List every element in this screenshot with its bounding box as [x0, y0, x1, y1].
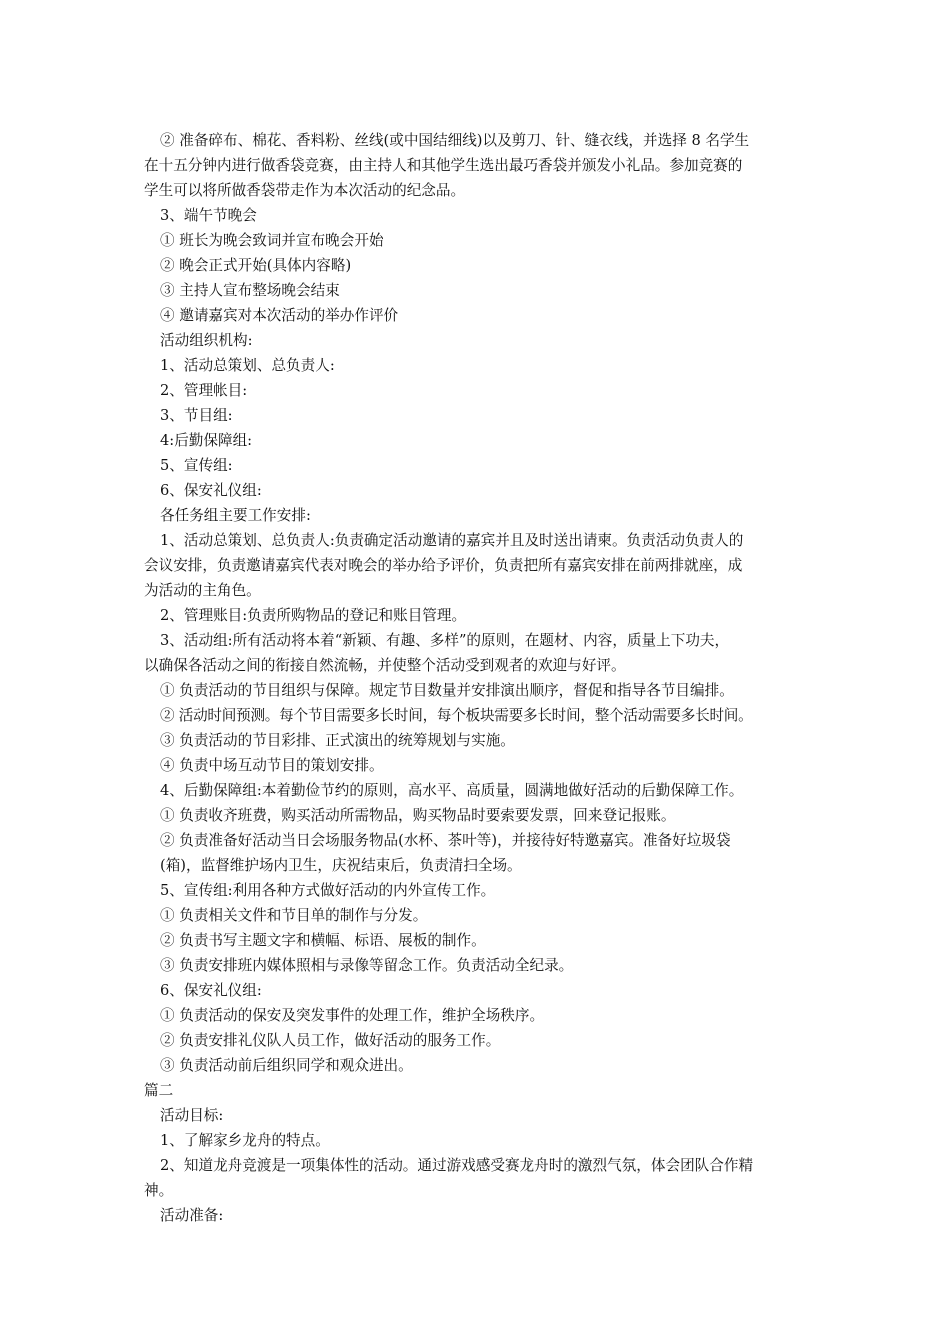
- text-line: 为活动的主角色。: [144, 582, 261, 599]
- text-line: 以确保各活动之间的衔接自然流畅，并使整个活动受到观者的欢迎与好评。: [144, 657, 626, 674]
- text-line: ③ 主持人宣布整场晚会结束: [160, 282, 340, 299]
- text-line: 6、保安礼仪组:: [160, 982, 262, 999]
- text-line: ② 晚会正式开始(具体内容略): [160, 257, 352, 274]
- text-line: 2、知道龙舟竞渡是一项集体性的活动。通过游戏感受赛龙舟时的激烈气氛，体会团队合作精: [160, 1157, 754, 1174]
- text-line: 神。: [144, 1182, 174, 1199]
- text-line: ① 班长为晚会致词并宣布晚会开始: [160, 232, 384, 249]
- text-line: ② 负责安排礼仪队人员工作，做好活动的服务工作。: [160, 1032, 501, 1049]
- text-line: 1、活动总策划、总负责人:负责确定活动邀请的嘉宾并且及时送出请柬。负责活动负责人的: [160, 532, 744, 549]
- text-line: 3、节目组:: [160, 407, 233, 424]
- text-line: ② 负责准备好活动当日会场服务物品(水杯、茶叶等)，并接待好特邀嘉宾。准备好垃圾袋: [160, 832, 731, 849]
- text-line: ② 负责书写主题文字和横幅、标语、展板的制作。: [160, 932, 486, 949]
- section-heading: 活动组织机构:: [160, 332, 253, 349]
- section-heading: 活动准备:: [160, 1207, 224, 1224]
- section-heading: 活动目标:: [160, 1107, 224, 1124]
- text-line: 4:后勤保障组:: [160, 432, 253, 449]
- text-line: ② 准备碎布、棉花、香料粉、丝线(或中国结细线)以及剪刀、针、缝衣线，并选择 8 名学生: [160, 132, 750, 149]
- text-line: ③ 负责活动前后组织同学和观众进出。: [160, 1057, 413, 1074]
- text-line: (箱)，监督维护场内卫生，庆祝结束后，负责清扫全场。: [160, 857, 522, 874]
- text-line: 1、活动总策划、总负责人:: [160, 357, 335, 374]
- text-line: ② 活动时间预测。每个节目需要多长时间，每个板块需要多长时间，整个活动需要多长时间。: [160, 707, 753, 724]
- chapter-heading: 篇二: [144, 1082, 174, 1099]
- text-line: ③ 负责活动的节目彩排、正式演出的统筹规划与实施。: [160, 732, 515, 749]
- section-heading: 3、端午节晚会: [160, 207, 257, 224]
- text-line: ③ 负责安排班内媒体照相与录像等留念工作。负责活动全纪录。: [160, 957, 574, 974]
- section-heading: 各任务组主要工作安排:: [160, 507, 311, 524]
- text-line: 6、保安礼仪组:: [160, 482, 262, 499]
- text-line: ① 负责相关文件和节目单的制作与分发。: [160, 907, 428, 924]
- text-line: 3、活动组:所有活动将本着“新颖、有趣、多样”的原则，在题材、内容，质量上下功夫，: [160, 632, 730, 649]
- text-line: ④ 邀请嘉宾对本次活动的举办作评价: [160, 307, 399, 324]
- text-line: ① 负责活动的保安及突发事件的处理工作，维护全场秩序。: [160, 1007, 545, 1024]
- text-line: 1、了解家乡龙舟的特点。: [160, 1132, 330, 1149]
- text-line: ④ 负责中场互动节目的策划安排。: [160, 757, 384, 774]
- text-line: 5、宣传组:: [160, 457, 233, 474]
- text-line: 2、管理账目:负责所购物品的登记和账目管理。: [160, 607, 467, 624]
- text-line: ① 负责活动的节目组织与保障。规定节目数量并安排演出顺序，督促和指导各节目编排。: [160, 682, 734, 699]
- text-line: 5、宣传组:利用各种方式做好活动的内外宣传工作。: [160, 882, 496, 899]
- text-line: 4、后勤保障组:本着勤俭节约的原则，高水平、高质量，圆满地做好活动的后勤保障工作。: [160, 782, 744, 799]
- document-body: [144, 128, 824, 1228]
- text-line: 学生可以将所做香袋带走作为本次活动的纪念品。: [144, 182, 466, 199]
- text-line: 在十五分钟内进行做香袋竞赛，由主持人和其他学生选出最巧香袋并颁发小礼品。参加竞赛的: [144, 157, 743, 174]
- text-line: 2、管理帐目:: [160, 382, 248, 399]
- text-line: ① 负责收齐班费，购买活动所需物品，购买物品时要索要发票，回来登记报账。: [160, 807, 676, 824]
- text-line: 会议安排，负责邀请嘉宾代表对晚会的举办给予评价，负责把所有嘉宾安排在前两排就座，成: [144, 557, 743, 574]
